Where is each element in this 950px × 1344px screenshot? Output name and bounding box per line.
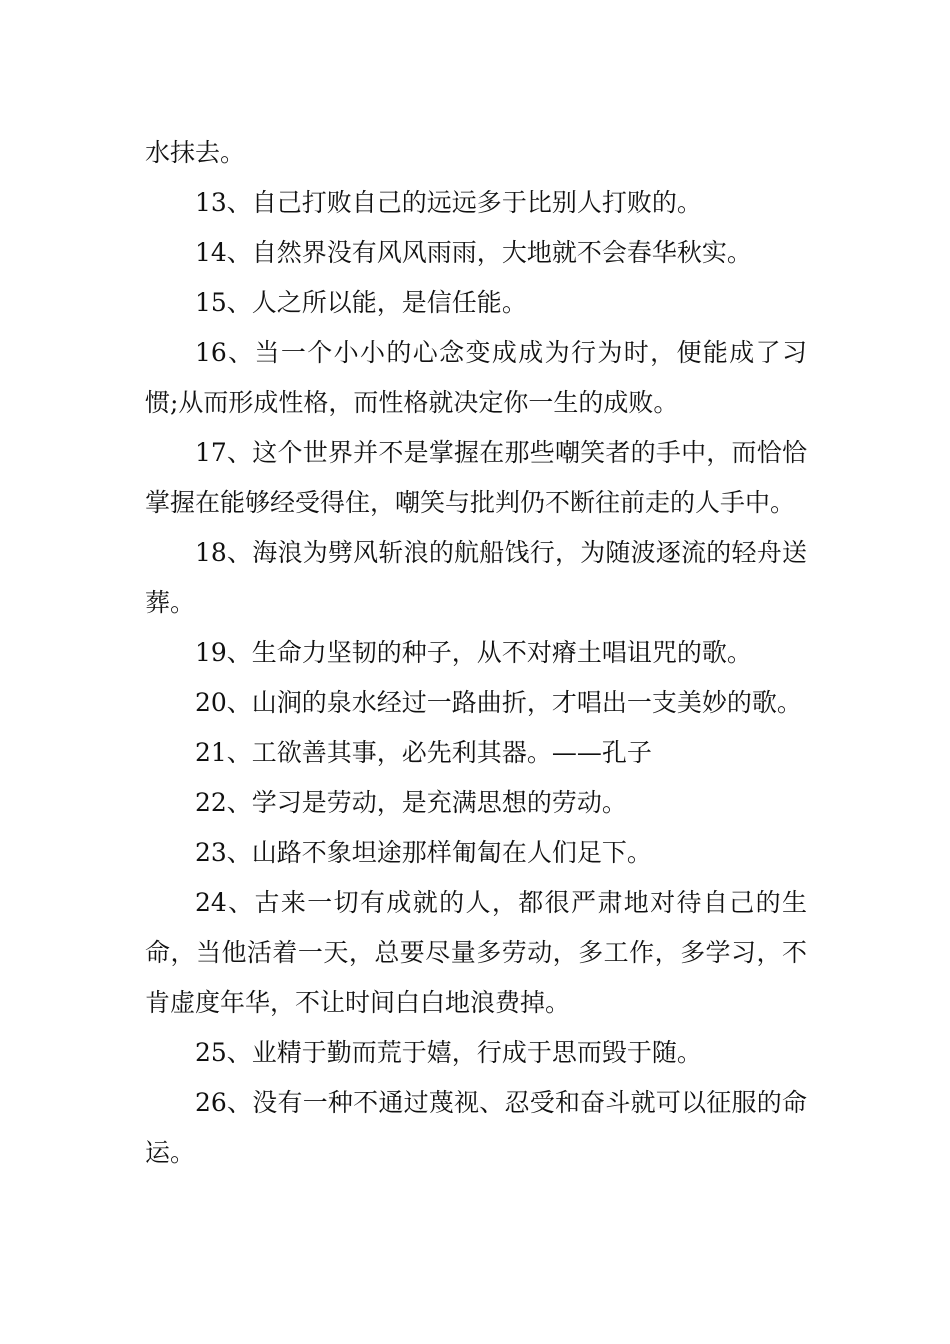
paragraph-13: 13、自己打败自己的远远多于比别人打败的。 [195,188,702,217]
paragraph-16: 16、当一个小小的心念变成成为行为时，便能成了习惯;从而形成性格，而性格就决定你一生的成败。 [145,338,807,417]
paragraph-26: 26、没有一种不通过蔑视、忍受和奋斗就可以征服的命运。 [145,1088,807,1167]
paragraph-25: 25、业精于勤而荒于嬉，行成于思而毁于随。 [195,1038,702,1067]
paragraph-17: 17、这个世界并不是掌握在那些嘲笑者的手中，而恰恰掌握在能够经受得住，嘲笑与批判仍不断往前走的人手中。 [145,438,807,517]
document-body [145,128,807,1178]
paragraph-18: 18、海浪为劈风斩浪的航船饯行，为随波逐流的轻舟送葬。 [145,538,807,617]
paragraph-15: 15、人之所以能，是信任能。 [195,288,527,317]
paragraph-19: 19、生命力坚韧的种子，从不对瘠土唱诅咒的歌。 [195,638,752,667]
paragraph-22: 22、学习是劳动，是充满思想的劳动。 [195,788,627,817]
paragraph-continuation: 水抹去。 [145,138,246,167]
paragraph-20: 20、山涧的泉水经过一路曲折，才唱出一支美妙的歌。 [195,688,802,717]
paragraph-24: 24、古来一切有成就的人，都很严肃地对待自己的生命，当他活着一天，总要尽量多劳动，多工作，多学习，不肯虚度年华，不让时间白白地浪费掉。 [145,888,807,1017]
paragraph-21: 21、工欲善其事，必先利其器。——孔子 [195,738,652,767]
paragraph-14: 14、自然界没有风风雨雨，大地就不会春华秋实。 [195,238,752,267]
paragraph-23: 23、山路不象坦途那样匍匐在人们足下。 [195,838,652,867]
